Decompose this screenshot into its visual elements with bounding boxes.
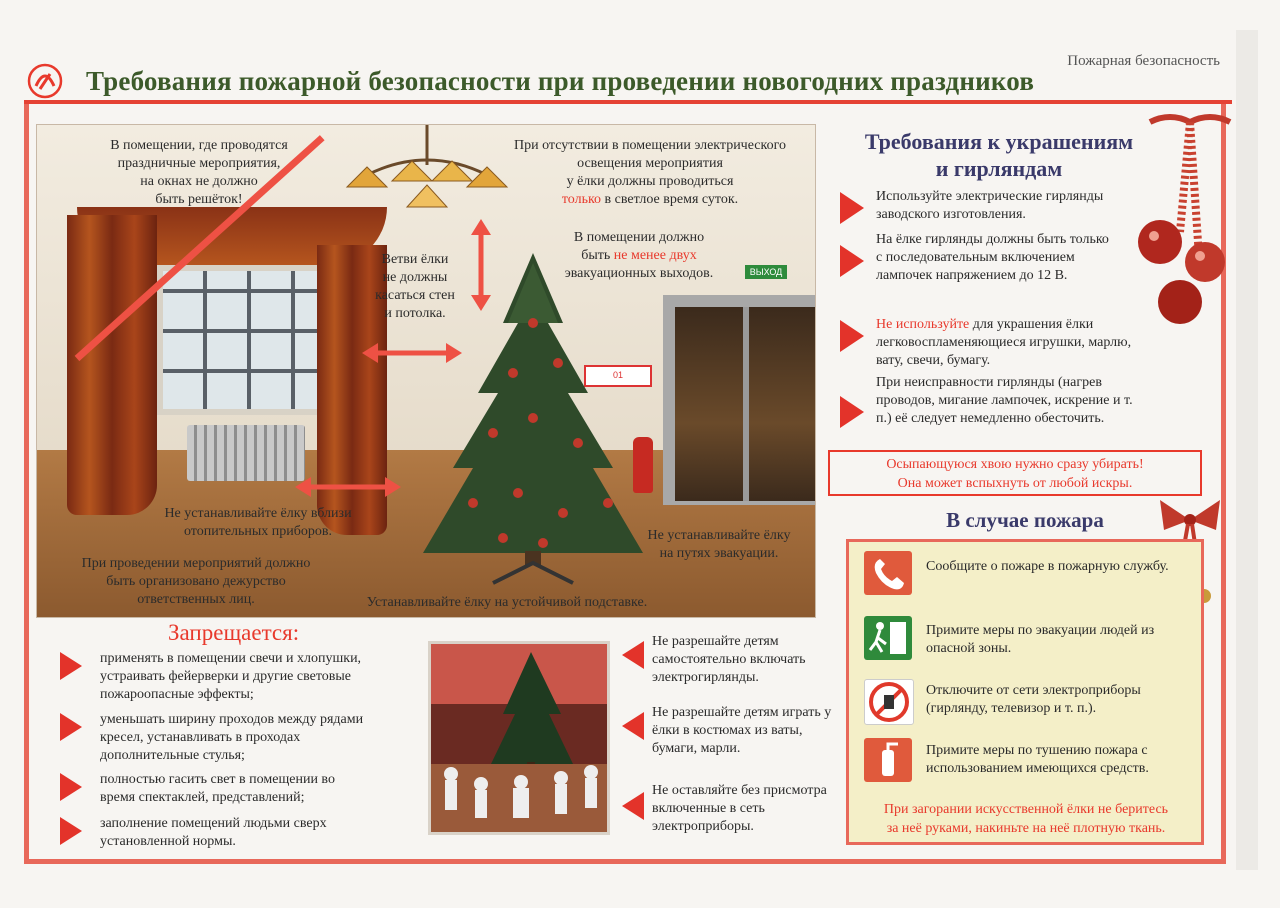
christmas-ornaments-icon xyxy=(1130,112,1240,332)
category-label: Пожарная безопасность xyxy=(1067,53,1220,69)
needles-warning-box: Осыпающуюся хвою нужно сразу убирать! Она может вспыхнуть от любой искры. xyxy=(828,450,1202,496)
exits-note: В помещении должно быть не менее двух эвакуационных выходов. xyxy=(564,230,714,281)
exit-sign: ВЫХОД xyxy=(745,265,787,279)
red-arrow-icon xyxy=(840,245,864,277)
red-arrow-icon xyxy=(60,773,82,801)
room-illustration xyxy=(36,124,816,618)
red-arrow-icon xyxy=(60,817,82,845)
red-arrow-icon xyxy=(840,320,864,352)
fire-step-4: Примите меры по тушению пожара с использованием имеющихся средств. xyxy=(926,743,1149,776)
fire-heading: В случае пожара xyxy=(946,508,1104,532)
unplug-icon xyxy=(864,679,914,725)
red-arrow-icon xyxy=(840,192,864,224)
forbidden-heading: Запрещается: xyxy=(168,620,300,645)
red-arrow-left-icon xyxy=(622,792,644,820)
walls-note: Ветви ёлки не должны касаться стен и потолка. xyxy=(375,252,455,321)
heater-note: Не устанавливайте ёлку вблизи отопительных приборов. xyxy=(164,506,352,539)
children-party-photo xyxy=(428,641,610,835)
red-arrow-left-icon xyxy=(622,712,644,740)
curtain-left xyxy=(67,215,157,515)
red-arrow-icon xyxy=(60,652,82,680)
lighting-note: При отсутствии в помещении электрического освещения мероприятия у ёлки должны проводиться только в светлое время суток. xyxy=(514,138,786,207)
phone-icon xyxy=(864,551,912,595)
fire-safety-logo-icon xyxy=(26,62,64,100)
door-split xyxy=(743,307,749,501)
radiator xyxy=(187,425,305,481)
fire-step-1: Сообщите о пожаре в пожарную службу. xyxy=(926,559,1169,574)
exit-icon xyxy=(864,616,912,660)
red-arrow-icon xyxy=(840,396,864,428)
extinguisher-icon xyxy=(864,738,912,782)
double-arrow-horizontal-icon xyxy=(362,341,462,365)
double-arrow-vertical-icon xyxy=(469,219,493,311)
stand-note: Устанавливайте ёлку на устойчивой подставке. xyxy=(366,595,648,610)
evacuation-note: Не устанавливайте ёлку на путях эвакуации. xyxy=(647,528,791,561)
window-note: В помещении, где проводятся праздничные мероприятия, на окнах не должно быть решёток! xyxy=(110,138,288,207)
room-sign: 01 xyxy=(584,365,652,387)
duty-note: При проведении мероприятий должно быть организовано дежурство ответственных лиц. xyxy=(81,556,311,607)
decorations-heading: Требования к украшениям и гирляндам xyxy=(864,129,1134,181)
artificial-tree-note: При загорании искусственной ёлки не беритесь за неё руками, накиньте на неё плотную ткань. xyxy=(883,802,1169,836)
red-arrow-icon xyxy=(60,713,82,741)
double-arrow-heater-icon xyxy=(295,475,401,499)
fire-step-2: Примите меры по эвакуации людей из опасной зоны. xyxy=(926,623,1155,656)
red-arrow-left-icon xyxy=(622,641,644,669)
fire-step-3: Отключите от сети электроприборы (гирлянду, телевизор и т. п.). xyxy=(926,683,1141,716)
page-title: Требования пожарной безопасности при проведении новогодних праздников xyxy=(86,66,1035,96)
